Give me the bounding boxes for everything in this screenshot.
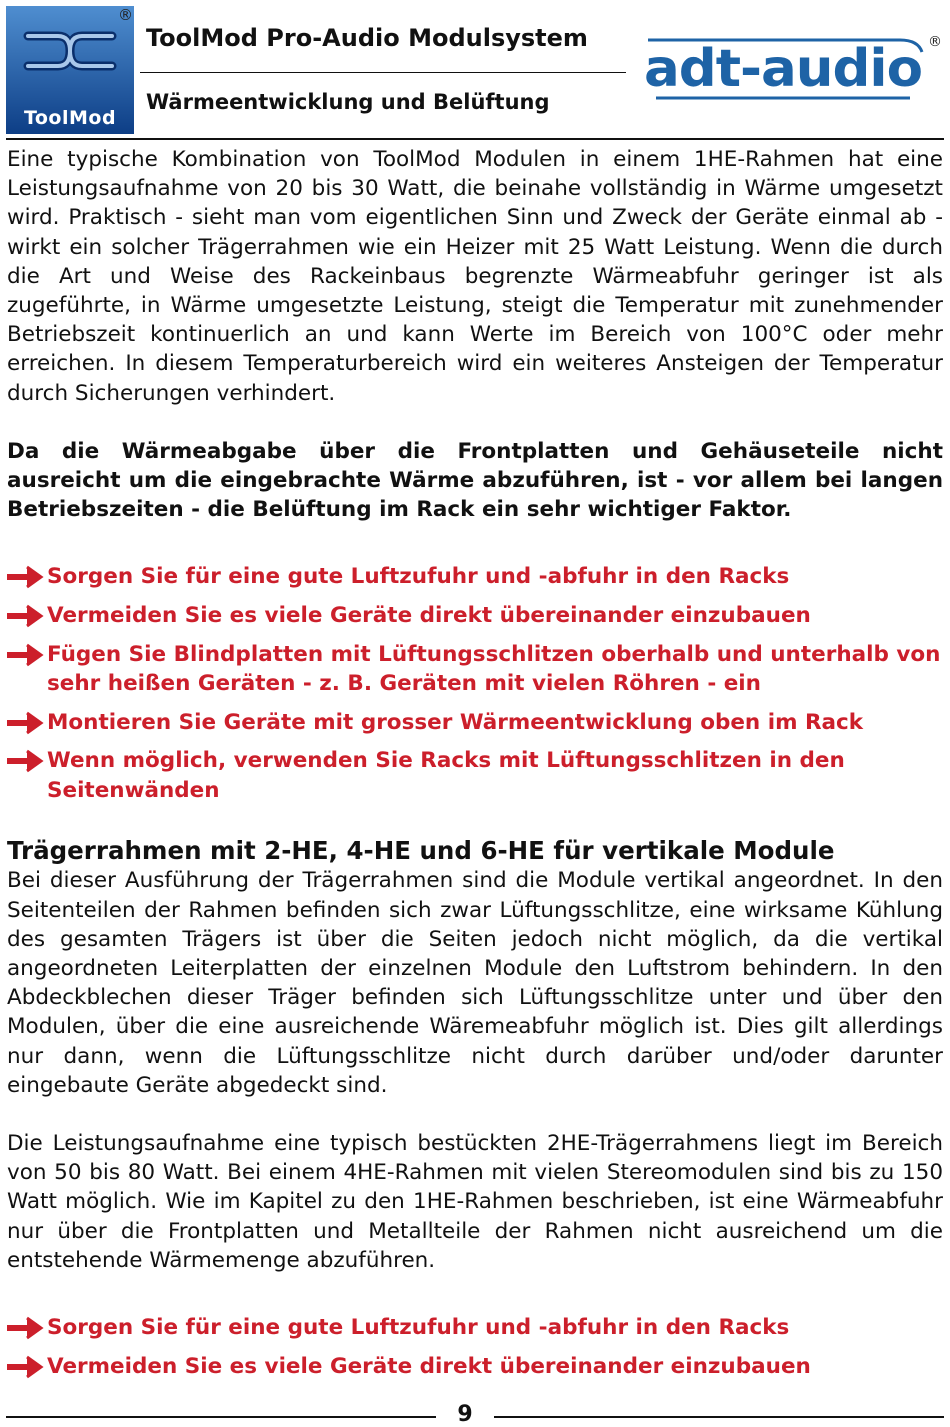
- list-item-text: Sorgen Sie für eine gute Luftzufuhr und -abfuhr in den Racks: [47, 564, 790, 590]
- arrow-right-icon: [7, 1318, 43, 1338]
- list-item: [7, 601, 943, 630]
- arrow-right-icon: [7, 713, 43, 733]
- adt-registered-mark: ®: [928, 34, 942, 50]
- footer-rule-right: [494, 1416, 944, 1418]
- intro-paragraph: Eine typische Kombination von ToolMod Modulen in einem 1HE-Rahmen hat eine Leistungsaufnahme von 20 bis 30 Watt, die beinahe vollständig in Wärme umgesetzt wird. Praktisch - sieht man vom eigentlichen Sinn und Zweck der Geräte einmal ab - wirkt ein solcher Trägerrahmen wie ein Heizer mit 25 Watt Leistung. Wenn die durch die Art und Weise des Rackeinbaus begrenzte Wärmeabfuhr geringer ist als zugeführte, in Wärme umgesetzte Leistung, steigt die Temperatur mit zunehmender Betriebszeit kontinuerlich an und kann Werte im Bereich von 100°C oder mehr erreichen. In diesem Temperaturbereich wird ein weiteres Ansteigen der Temperatur durch Sicherungen verhindert.: [7, 147, 943, 406]
- vertical-modules-paragraph: Bei dieser Ausführung der Trägerrahmen sind die Module vertikal angeordnet. In den Seitenteilen der Rahmen befinden sich zwar Lüftungsschlitze, eine wirksame Kühlung des gesamten Trägers ist über die Seiten jedoch nicht möglich, da die vertikal angeordneten Leiterplatten der einzelnen Module den Luftstrom behindern. In den Abdeckblechen dieser Träger befinden sich Lüftungsschlitze unter und über den Modulen, über die eine ausreichende Wäremeabfuhr möglich ist. Dies gilt allerdings nur dann, wenn die Lüftungsschlitze nicht durch darüber und/oder darunter eingebaute Geräte abgedeckt sind.: [7, 868, 943, 1098]
- arrow-right-icon: [7, 567, 43, 587]
- section-heading: Trägerrahmen mit 2-HE, 4-HE und 6-HE für vertikale Module: [7, 836, 835, 866]
- document-subtitle: Wärmeentwicklung und Belüftung: [146, 90, 550, 114]
- toolmod-logo-text: ToolMod: [23, 107, 117, 129]
- ventilation-emphasis-paragraph: Da die Wärmeabgabe über die Frontplatten und Gehäuseteile nicht ausreicht um die eingebrachte Wärme abzuführen, ist - vor allem bei langen Betriebszeiten - die Belüftung im Rack ein sehr wichtiger Faktor.: [7, 438, 943, 523]
- page-header: [0, 0, 950, 140]
- list-item-text: Wenn möglich, verwenden Sie Racks mit Lüftungsschlitzen in den Seitenwänden: [47, 748, 845, 803]
- ventilation-tips-list: [7, 562, 943, 804]
- header-divider: [140, 72, 626, 73]
- list-item: [7, 746, 943, 804]
- page-content: [7, 145, 943, 1390]
- power-consumption-paragraph: Die Leistungsaufnahme eine typisch bestückten 2HE-Trägerrahmens liegt im Bereich von 50 bis 80 Watt. Bei einem 4HE-Rahmen mit vielen Stereomodulen sind bis zu 150 Watt möglich. Wie im Kapitel zu den 1HE-Rahmen beschrieben, ist eine Wärmeabfuhr nur über die Frontplatten und Metallteile der Rahmen nicht ausreichend um die entstehende Wärmemenge abzuführen.: [7, 1130, 943, 1273]
- list-item: [7, 708, 943, 737]
- arrow-right-icon: [7, 751, 43, 771]
- adt-logo-text: adt-audio: [644, 39, 922, 99]
- footer-rule-left: [6, 1416, 436, 1418]
- list-item: [7, 1313, 943, 1342]
- document-title: ToolMod Pro-Audio Modulsystem: [146, 24, 588, 52]
- list-item-text: Vermeiden Sie es viele Geräte direkt übereinander einzubauen: [47, 603, 811, 629]
- page-number: 9: [457, 1402, 473, 1427]
- list-item: [7, 562, 943, 591]
- header-bottom-rule: [6, 138, 944, 140]
- adt-audio-logo: [640, 30, 940, 105]
- list-item-text: Montieren Sie Geräte mit grosser Wärmeentwicklung oben im Rack: [47, 709, 864, 735]
- registered-mark: ®: [118, 6, 133, 24]
- ventilation-tips-list-2: [7, 1313, 943, 1381]
- toolmod-logo: [6, 6, 134, 134]
- arrow-right-icon: [7, 606, 43, 626]
- arrow-right-icon: [7, 1357, 43, 1377]
- list-item: [7, 640, 943, 698]
- list-item-text: Fügen Sie Blindplatten mit Lüftungsschlitzen oberhalb und unterhalb von sehr heißen Geräten - z. B. Geräten mit vielen Röhren - ein: [47, 641, 941, 697]
- arrow-right-icon: [7, 645, 43, 665]
- list-item-text: Vermeiden Sie es viele Geräte direkt übereinander einzubauen: [47, 1353, 811, 1379]
- list-item: [7, 1352, 943, 1381]
- list-item-text: Sorgen Sie für eine gute Luftzufuhr und -abfuhr in den Racks: [47, 1315, 790, 1340]
